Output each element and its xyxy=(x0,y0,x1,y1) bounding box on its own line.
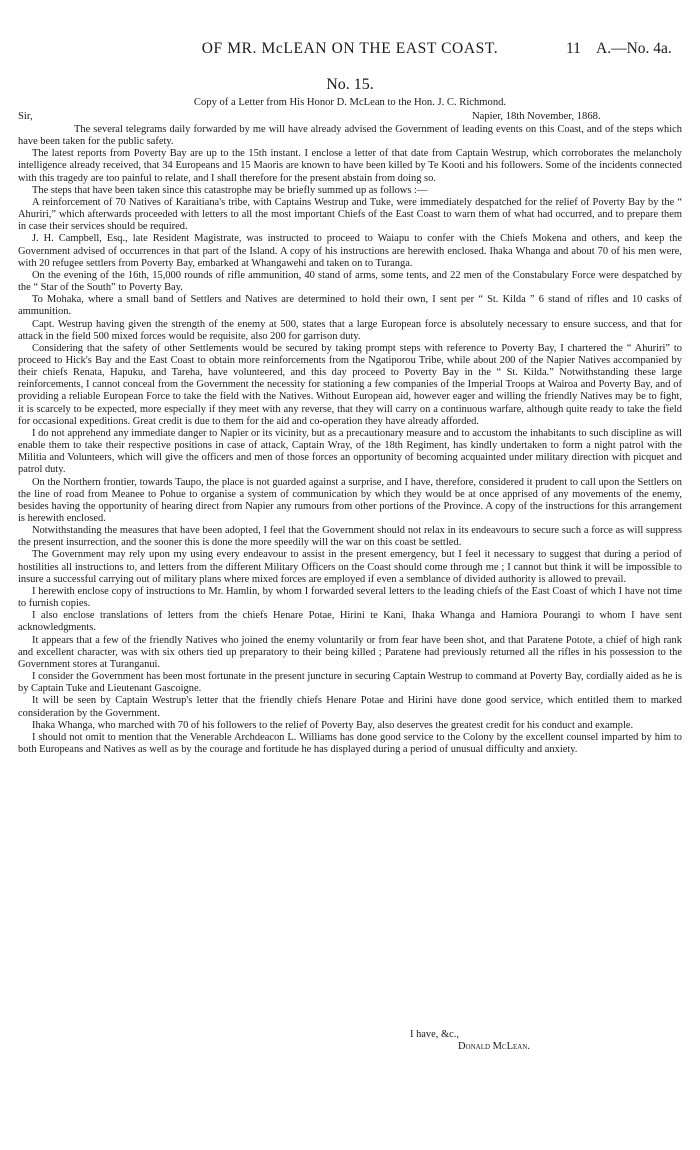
page-header xyxy=(0,40,700,62)
paragraph: I should not omit to mention that the Venerable Archdeacon L. Williams has done good service to the Colony by the excellent counsel imparted by him to both Europeans and Natives as well as by the courage and fortitude he has displayed during a period of unusual difficulty and anxiety. xyxy=(18,731,682,755)
letter-closing xyxy=(410,1029,680,1053)
paragraph: On the evening of the 16th, 15,000 rounds of rifle ammunition, 40 stand of arms, some tents, and 22 men of the Constabulary Force were despatched by the “ Star of the South” to Poverty Bay. xyxy=(18,269,682,294)
place-date: Napier, 18th November, 1868. xyxy=(472,111,601,122)
paragraph: Notwithstanding the measures that have been adopted, I feel that the Government should not relax in its endeavours to secure such a force as will suppress the present insurrection, and the sooner this is done the more speedily will the war on this coast be settled. xyxy=(18,525,682,549)
paragraph: Capt. Westrup having given the strength of the enemy at 500, states that a large European force is absolutely necessary to ensure success, and that for attack in the field 500 mixed forces would be requisite, also 200 for garrison duty. xyxy=(18,318,682,342)
running-title: OF MR. McLEAN ON THE EAST COAST. xyxy=(201,40,499,57)
paragraph: A reinforcement of 70 Natives of Karaitiana's tribe, with Captains Westrup and Tuke, were immediately despatched for the relief of Poverty Bay by the “ Ahuriri,” which afterwards proceeded with letters to all the most important Chiefs of the East Coast to warn them of what had occurred, and to prepare them in case their services should be required. xyxy=(18,196,682,233)
paragraph: The latest reports from Poverty Bay are up to the 15th instant. I enclose a letter of that date from Captain Westrup, which corroborates the melancholy intelligence already received, that 34 Europeans and 15 Maoris are known to have been killed by Te Kooti and his followers. Some of the incidents connected with this tragedy are too painful to relate, and I shall therefore for the present abstain from doing so. xyxy=(18,148,682,184)
letter-caption: Copy of a Letter from His Honor D. McLean to the Hon. J. C. Richmond. xyxy=(193,97,507,108)
paragraph: Ihaka Whanga, who marched with 70 of his followers to the relief of Poverty Bay, also deserves the greatest credit for his conduct and example. xyxy=(32,719,634,731)
letter-number: No. 15. xyxy=(326,76,374,93)
paragraph: It will be seen by Captain Westrup's letter that the friendly chiefs Henare Potae and Hirini have done good service, which entitled them to marked consideration by the Government. xyxy=(18,695,682,719)
signature: Donald McLean. xyxy=(458,1041,530,1052)
paragraph: Considering that the safety of other Settlements would be secured by taking prompt steps with reference to Poverty Bay, I chartered the “ Ahuriri” to proceed to Hick's Bay and the East Coast to obtain more reinforcements from the Ngatiporou Tribe, while about 200 of the Napier Natives accompanied by their chiefs Renata, Hapuku, and Tareha, have volunteered, and this day proceed to Poverty Bay in the “ St. Kilda.” Notwithstanding these large reinforcements, I cannot conceal from the Government the necessity for stationing a few companies of the Imperial Troops at Wairoa and Poverty Bay, and of providing a reliable European Force to take the field with the Natives. Without European aid, however eager and willing the friendly Natives may be to fight, it is scarcely to be expected, more especially if they meet with any reverse, that they will carry on a continuous warfare, although quite ready to take the field for occasional expeditions. Great credit is due to them for the aid and co-operation they have already afforded. xyxy=(18,342,682,427)
paragraph: The several telegrams daily forwarded by me will have already advised the Government of leading events on this Coast, and of the steps which have been taken for the public safety. xyxy=(18,124,682,148)
salutation: Sir, xyxy=(18,111,33,122)
paper-reference: A.—No. 4a. xyxy=(596,40,672,57)
page-number: 11 xyxy=(566,40,581,57)
paragraph: I herewith enclose copy of instructions to Mr. Hamlin, by whom I forwarded several letters to the leading chiefs of the East Coast of which I have not time to furnish copies. xyxy=(18,585,682,610)
paragraph: The steps that have been taken since this catastrophe may be briefly summed up as follows :— xyxy=(32,184,428,196)
paragraph: On the Northern frontier, towards Taupo, the place is not guarded against a surprise, and I have, therefore, considered it prudent to call upon the Settlers on the line of road from Meanee to Pohue to organise a system of communication by which they would be at once apprised of any movements of the enemy, besides having the opportunity of hearing direct from Napier any rumours from other portions of the Province. A copy of the instructions for this arrangement is herewith enclosed. xyxy=(18,476,682,524)
closing-phrase: I have, &c., xyxy=(410,1029,459,1040)
paragraph: I consider the Government has been most fortunate in the present juncture in securing Captain Westrup to command at Poverty Bay, cordially aided as he is by Captain Tuke and Lieutenant Gascoigne. xyxy=(18,671,682,695)
paragraph: The Government may rely upon my using every endeavour to assist in the present emergency, but I feel it necessary to suggest that during a period of hostilities all instructions to, and letters from the different Military Officers on the Coast should come through me ; I cannot but think it will be impossible to insure a successful carrying out of military plans where mixed forces are employed if even a semblance of divided authority is allowed to prevail. xyxy=(18,549,682,585)
letter-body xyxy=(18,124,682,756)
paragraph: I also enclose translations of letters from the chiefs Henare Potae, Hirini te Kani, Ihaka Whanga and Hamiora Pourangi to whom I have sent acknowledgments. xyxy=(18,610,682,634)
paragraph: J. H. Campbell, Esq., late Resident Magistrate, was instructed to proceed to Waiapu to confer with the Chiefs Mokena and others, and keep the Government advised of occurrences in that part of the Island. A copy of his instructions are herewith enclosed. Ihaka Whanga and about 70 of his men were, with 20 refugee settlers from Poverty Bay, embarked at Whangawehi and taken on to Turanga. xyxy=(18,233,682,269)
paragraph: It appears that a few of the friendly Natives who joined the enemy voluntarily or from fear have been shot, and that Paratene Potote, a chief of high rank and excellent character, was with six others tied up preparatory to their being killed ; Paratene had previously returned all the rifles in his possession to the Government stores at Turanganui. xyxy=(18,634,682,670)
paragraph: To Mohaka, where a small band of Settlers and Natives are determined to hold their own, I sent per “ St. Kilda ” 6 stand of rifles and 10 casks of ammunition. xyxy=(18,294,682,318)
paragraph: I do not apprehend any immediate danger to Napier or its vicinity, but as a precautionary measure and to accustom the inhabitants to such discipline as will enable them to take their respective positions in case of attack, Captain Wray, of the 18th Regiment, has kindly undertaken to form a night patrol with the Militia and Volunteers, which will give the officers and men of those forces an opportunity of becoming acquainted under military direction with picquet and patrol duty. xyxy=(18,427,682,476)
